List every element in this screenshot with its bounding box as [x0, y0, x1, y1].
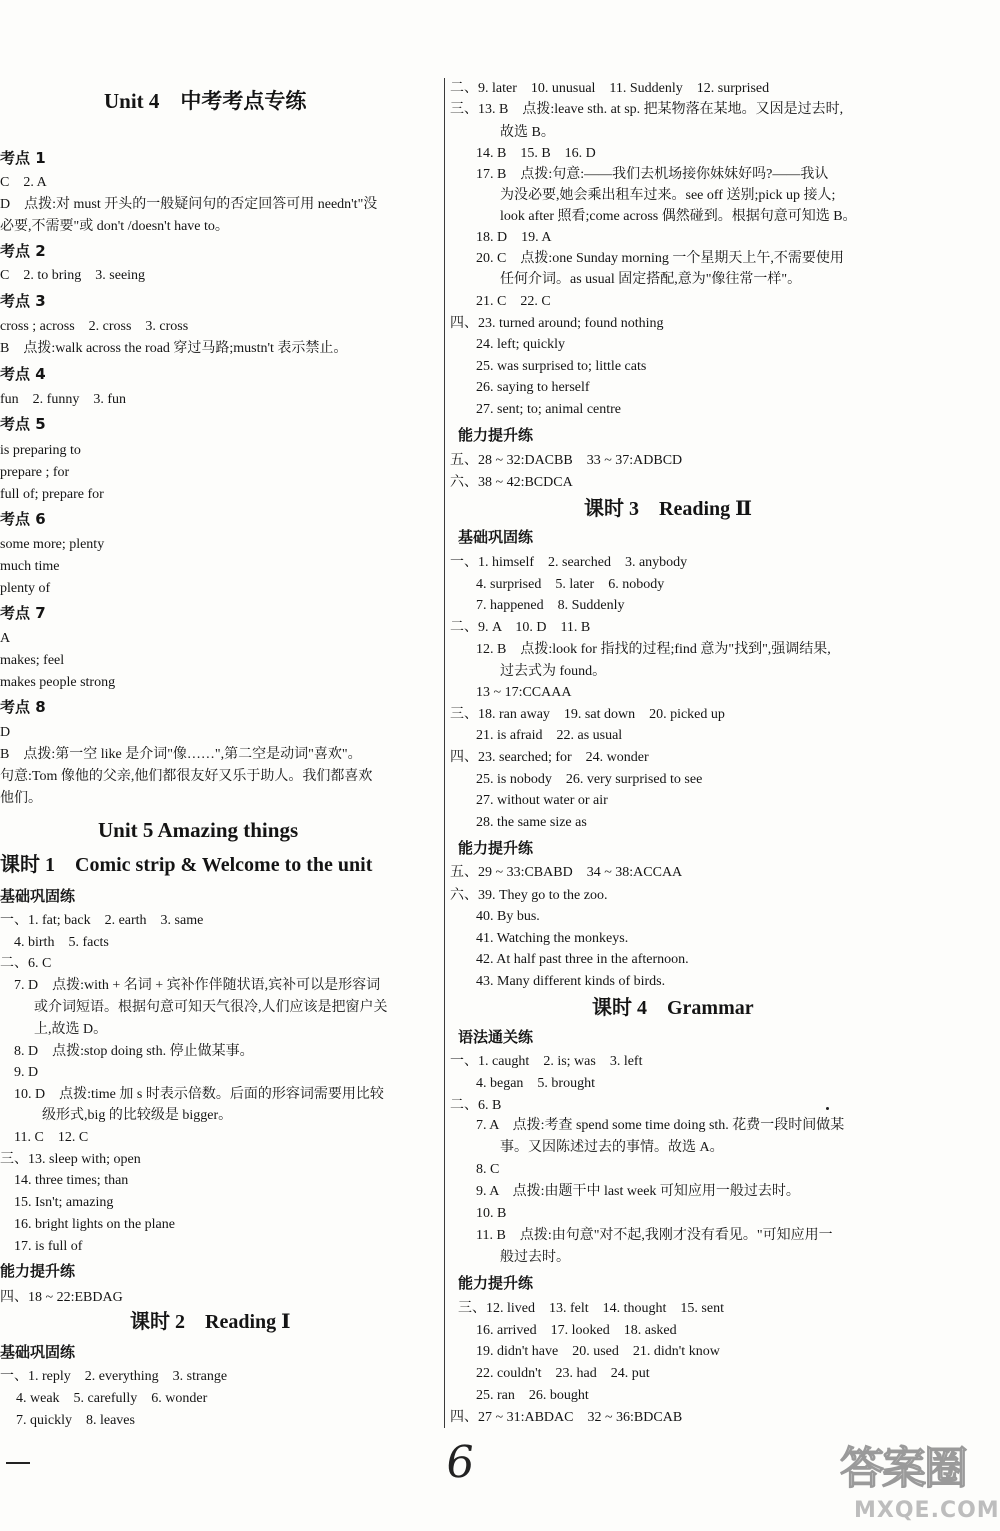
right-answer-line: 为没必要,她会乘出租车过来。see off 送别;pick up 接人;	[500, 188, 836, 203]
right-answer-line: 21. C 22. C	[476, 294, 551, 309]
left-answer-line: 9. D	[14, 1065, 39, 1080]
right-answer-line: 42. At half past three in the afternoon.	[476, 952, 689, 967]
left-lesson-heading: 课时 2 Reading Ⅰ	[130, 1311, 291, 1333]
right-answer-line: 10. B	[476, 1206, 507, 1221]
right-answer-line: 一、1. caught 2. is; was 3. left	[450, 1054, 643, 1069]
left-exam-point-heading: 考点 3	[0, 292, 46, 310]
left-answer-line: 4. weak 5. carefully 6. wonder	[16, 1391, 208, 1406]
left-answer-line: 二、6. C	[0, 956, 52, 971]
right-answer-line: 7. happened 8. Suddenly	[476, 598, 625, 613]
left-answer-line: 必要,不需要"或 don't /doesn't have to。	[0, 219, 229, 234]
watermark-logo-text: 答案圈	[840, 1443, 966, 1494]
right-answer-line: 9. A 点拨:由题干中 last week 可知应用一般过去时。	[476, 1184, 800, 1199]
left-answer-line: much time	[0, 559, 60, 574]
left-answer-line: is preparing to	[0, 443, 81, 458]
right-answer-line: 17. B 点拨:句意:——我们去机场接你妹妹好吗?——我认	[476, 167, 829, 182]
left-answer-line: plenty of	[0, 581, 51, 596]
right-answer-line: 27. without water or air	[476, 793, 608, 808]
ink-dot	[826, 1107, 829, 1110]
right-answer-line: 过去式为 found。	[500, 664, 607, 679]
left-answer-line: B 点拨:第一空 like 是介词"像……",第二空是动词"喜欢"。	[0, 747, 362, 762]
right-answer-line: 六、38 ~ 42:BCDCA	[450, 475, 573, 490]
left-answer-line: 14. three times; than	[14, 1173, 129, 1188]
watermark-logo	[840, 1443, 1000, 1526]
column-divider	[444, 78, 445, 1428]
right-answer-line: 五、29 ~ 33:CBABD 34 ~ 38:ACCAA	[450, 865, 683, 880]
right-answer-line: 25. is nobody 26. very surprised to see	[476, 772, 703, 787]
left-answer-line: makes people strong	[0, 675, 116, 690]
left-answer-line: makes; feel	[0, 653, 65, 668]
right-answer-line: 20. C 点拨:one Sunday morning 一个星期天上午,不需要使用	[476, 251, 844, 266]
right-answer-line: 任何介词。as usual 固定搭配,意为"像往常一样"。	[500, 272, 802, 287]
right-answer-line: 22. couldn't 23. had 24. put	[476, 1366, 650, 1381]
right-answer-line: 二、9. A 10. D 11. B	[450, 620, 591, 635]
left-exam-point-heading: 考点 7	[0, 604, 46, 622]
left-answer-line: 句意:Tom 像他的父亲,他们都很友好又乐于助人。我们都喜欢	[0, 769, 373, 784]
watermark-url: MXQE.COM	[854, 1498, 1000, 1523]
left-answer-line: 四、18 ~ 22:EBDAG	[0, 1290, 123, 1305]
left-answer-line: 7. D 点拨:with + 名词 + 宾补作伴随状语,宾补可以是形容词	[14, 978, 381, 993]
right-answer-line: 故选 B。	[500, 125, 555, 140]
right-answer-line: 四、23. searched; for 24. wonder	[450, 750, 649, 765]
right-answer-line: look after 照看;come across 偶然碰到。根据句意可知选 B。	[500, 209, 857, 224]
left-answer-line: 10. D 点拨:time 加 s 时表示倍数。后面的形容词需要用比较	[14, 1087, 384, 1102]
left-answer-line: 15. Isn't; amazing	[14, 1195, 114, 1210]
right-answer-line: 四、23. turned around; found nothing	[450, 316, 664, 331]
left-answer-line: 8. D 点拨:stop doing sth. 停止做某事。	[14, 1044, 254, 1059]
right-section-heading: 语法通关练	[458, 1028, 534, 1046]
left-lesson-heading: 课时 1 Comic strip & Welcome to the unit	[0, 854, 373, 876]
left-answer-line: 上,故选 D。	[34, 1022, 108, 1037]
left-answer-line: 他们。	[0, 791, 42, 806]
right-answer-line: 41. Watching the monkeys.	[476, 931, 629, 946]
right-lesson-heading: 课时 3 Reading Ⅱ	[584, 498, 752, 520]
right-answer-line: 14. B 15. B 16. D	[476, 146, 596, 161]
left-answer-line: cross ; across 2. cross 3. cross	[0, 319, 189, 334]
left-answer-line: 7. quickly 8. leaves	[16, 1413, 135, 1428]
right-answer-line: 事。又因陈述过去的事情。故选 A。	[500, 1140, 724, 1155]
right-answer-line: 13 ~ 17:CCAAA	[476, 685, 572, 700]
left-exam-point-heading: 考点 6	[0, 510, 46, 528]
right-answer-line: 二、6. B	[450, 1098, 502, 1113]
left-exam-point-heading: 考点 2	[0, 242, 46, 260]
left-section-heading: 基础巩固练	[0, 1343, 76, 1361]
page-number: 6	[442, 1437, 478, 1488]
left-answer-line: 三、13. sleep with; open	[0, 1152, 141, 1167]
left-exam-point-heading: 考点 8	[0, 698, 46, 716]
left-answer-line: prepare ; for	[0, 465, 70, 480]
left-section-heading: 基础巩固练	[0, 887, 76, 905]
right-answer-line: 11. B 点拨:由句意"对不起,我刚才没有看见。"可知应用一	[476, 1228, 833, 1243]
left-answer-line: 16. bright lights on the plane	[14, 1217, 175, 1232]
right-answer-line: 43. Many different kinds of birds.	[476, 974, 666, 989]
left-answer-line: fun 2. funny 3. fun	[0, 392, 126, 407]
right-answer-line: 四、27 ~ 31:ABDAC 32 ~ 36:BDCAB	[450, 1410, 683, 1425]
left-answer-line: 17. is full of	[14, 1239, 83, 1254]
left-answer-line: 一、1. reply 2. everything 3. strange	[0, 1369, 228, 1384]
left-exam-point-heading: 考点 1	[0, 149, 46, 167]
right-answer-line: 三、13. B 点拨:leave sth. at sp. 把某物落在某地。又因是过去时,	[450, 102, 844, 117]
left-answer-line: D	[0, 725, 11, 740]
right-section-heading: 能力提升练	[458, 839, 534, 857]
left-answer-line: D 点拨:对 must 开头的一般疑问句的否定回答可用 needn't"没	[0, 197, 378, 212]
right-answer-line: 24. left; quickly	[476, 337, 566, 352]
left-unit-heading: Unit 5 Amazing things	[98, 818, 299, 842]
left-answer-line: 或介词短语。根据句意可知天气很冷,人们应该是把窗户关	[34, 1000, 388, 1015]
right-answer-line: 40. By bus.	[476, 909, 540, 924]
left-answer-line: A	[0, 631, 11, 646]
left-answer-line: B 点拨:walk across the road 穿过马路;mustn't 表示禁止。	[0, 341, 348, 356]
right-section-heading: 能力提升练	[458, 1274, 534, 1292]
right-answer-line: 五、28 ~ 32:DACBB 33 ~ 37:ADBCD	[450, 453, 683, 468]
right-answer-line: 4. began 5. brought	[476, 1076, 595, 1091]
left-answer-line: 11. C 12. C	[14, 1130, 89, 1145]
right-answer-line: 4. surprised 5. later 6. nobody	[476, 577, 665, 592]
left-section-heading: 能力提升练	[0, 1262, 76, 1280]
left-exam-point-heading: 考点 4	[0, 365, 46, 383]
right-answer-line: 26. saying to herself	[476, 380, 590, 395]
left-answer-line: 4. birth 5. facts	[14, 935, 109, 950]
left-answer-line: C 2. to bring 3. seeing	[0, 268, 146, 283]
left-unit-heading: Unit 4 中考考点专练	[104, 89, 307, 113]
footer-rule	[6, 1462, 30, 1464]
right-answer-line: 般过去时。	[500, 1250, 570, 1265]
left-answer-line: 一、1. fat; back 2. earth 3. same	[0, 913, 204, 928]
right-answer-line: 25. ran 26. bought	[476, 1388, 589, 1403]
left-answer-line: some more; plenty	[0, 537, 105, 552]
right-lesson-heading: 课时 4 Grammar	[592, 997, 754, 1019]
right-answer-line: 7. A 点拨:考查 spend some time doing sth. 花费一段时间做某	[476, 1118, 845, 1133]
right-section-heading: 能力提升练	[458, 426, 534, 444]
right-answer-line: 27. sent; to; animal centre	[476, 402, 622, 417]
right-answer-line: 二、9. later 10. unusual 11. Suddenly 12. surprised	[450, 81, 770, 96]
right-answer-line: 12. B 点拨:look for 指找的过程;find 意为"找到",强调结果,	[476, 642, 831, 657]
right-answer-line: 28. the same size as	[476, 815, 587, 830]
right-answer-line: 25. was surprised to; little cats	[476, 359, 647, 374]
right-section-heading: 基础巩固练	[458, 528, 534, 546]
left-answer-line: 级形式,big 的比较级是 bigger。	[42, 1108, 233, 1123]
right-answer-line: 18. D 19. A	[476, 230, 552, 245]
right-answer-line: 一、1. himself 2. searched 3. anybody	[450, 555, 688, 570]
right-answer-line: 21. is afraid 22. as usual	[476, 728, 623, 743]
left-answer-line: full of; prepare for	[0, 487, 104, 502]
right-answer-line: 16. arrived 17. looked 18. asked	[476, 1323, 677, 1338]
right-answer-line: 六、39. They go to the zoo.	[450, 888, 608, 903]
right-answer-line: 8. C	[476, 1162, 500, 1177]
left-exam-point-heading: 考点 5	[0, 415, 46, 433]
right-answer-line: 三、12. lived 13. felt 14. thought 15. sent	[458, 1301, 724, 1316]
left-answer-line: C 2. A	[0, 175, 47, 190]
right-answer-line: 19. didn't have 20. used 21. didn't know	[476, 1344, 720, 1359]
right-answer-line: 三、18. ran away 19. sat down 20. picked up	[450, 707, 725, 722]
